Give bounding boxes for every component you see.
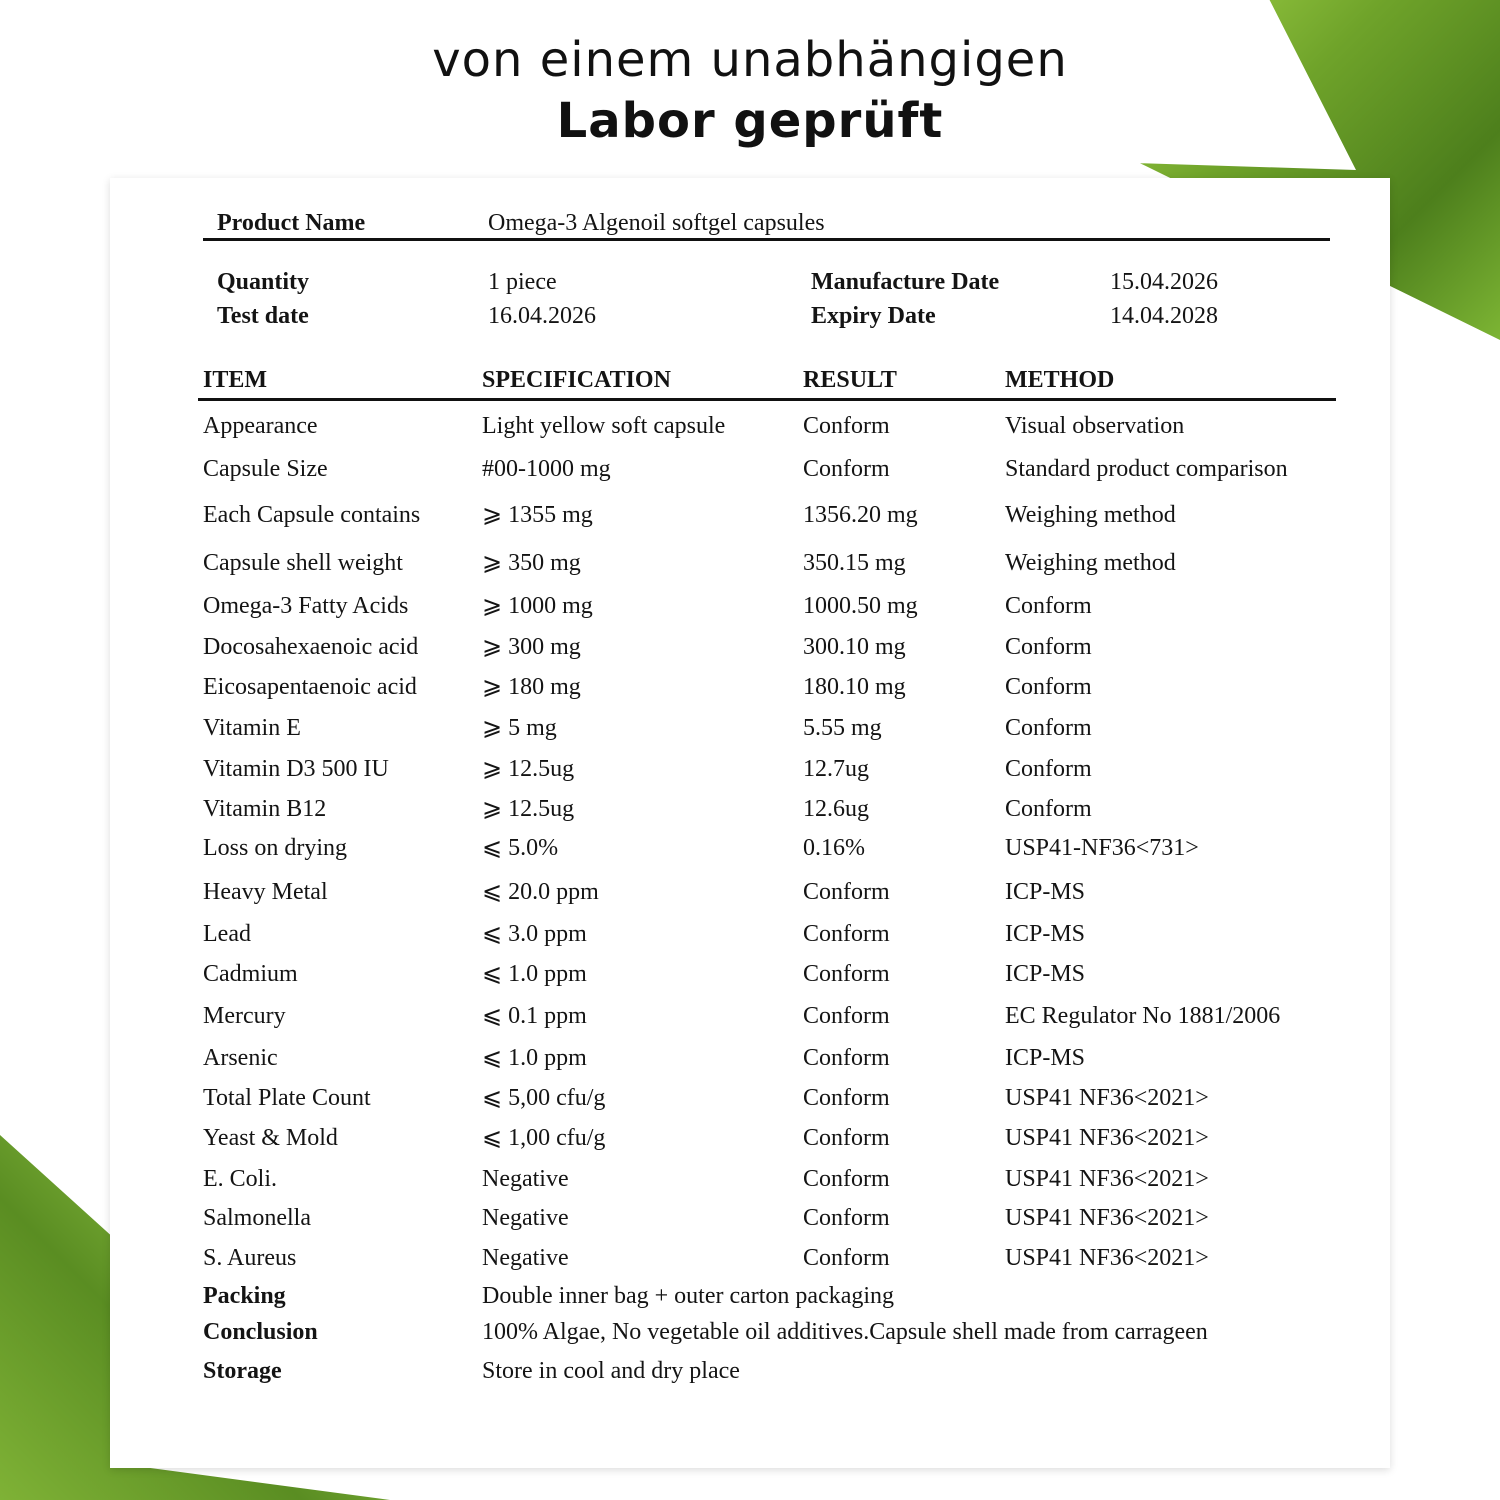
cell-specification: ⩾ 180 mg [482,674,581,700]
cell-result: 180.10 mg [803,674,906,700]
cell-item: Mercury [203,1003,286,1029]
packing-value: Double inner bag + outer carton packaging [482,1283,895,1309]
cell-specification: Negative [482,1205,569,1231]
cell-method: Standard product comparison [1005,456,1288,482]
cell-specification: ⩾ 12.5ug [482,796,575,822]
cell-item: Heavy Metal [203,879,328,905]
product-name-value: Omega-3 Algenoil softgel capsules [488,210,825,236]
manufacture-date-label: Manufacture Date [811,269,1000,295]
cell-item: Vitamin B12 [203,796,327,822]
cell-specification: ⩾ 300 mg [482,634,581,660]
table-header-divider [198,398,1336,401]
cell-item: Arsenic [203,1045,278,1071]
cell-method: Weighing method [1005,550,1176,576]
quantity-value: 1 piece [488,269,557,295]
cell-method: USP41-NF36<731> [1005,835,1199,861]
cell-result: Conform [803,1125,890,1151]
cell-method: Conform [1005,796,1092,822]
cell-item: Vitamin E [203,715,301,741]
cell-item: Yeast & Mold [203,1125,338,1151]
cell-item: Total Plate Count [203,1085,371,1111]
cell-method: ICP-MS [1005,961,1086,987]
cell-item: Docosahexaenoic acid [203,634,419,660]
cell-method: ICP-MS [1005,1045,1086,1071]
cell-method: USP41 NF36<2021> [1005,1205,1209,1231]
conclusion-label: Conclusion [203,1319,318,1345]
cell-result: Conform [803,1205,890,1231]
cell-result: Conform [803,879,890,905]
cell-method: EC Regulator No 1881/2006 [1005,1003,1281,1029]
cell-specification: Light yellow soft capsule [482,413,726,439]
heading-line-2: Labor geprüft [556,93,944,149]
expiry-date-value: 14.04.2028 [1110,303,1218,329]
packing-label: Packing [203,1283,286,1309]
page-heading [0,30,1500,152]
cell-item: Each Capsule contains [203,502,421,528]
cell-item: E. Coli. [203,1166,278,1192]
lab-report-card [110,178,1390,1468]
test-date-label: Test date [217,303,309,329]
cell-item: Cadmium [203,961,298,987]
cell-specification: #00-1000 mg [482,456,611,482]
cell-result: 350.15 mg [803,550,906,576]
column-header-method: METHOD [1005,367,1115,393]
cell-result: Conform [803,1003,890,1029]
cell-result: 5.55 mg [803,715,882,741]
cell-result: Conform [803,1245,890,1271]
cell-method: Visual observation [1005,413,1185,439]
storage-label: Storage [203,1358,282,1384]
cell-result: Conform [803,1045,890,1071]
conclusion-value: 100% Algae, No vegetable oil additives.Capsule shell made from carrageen [482,1319,1208,1345]
cell-item: Loss on drying [203,835,347,861]
cell-result: 0.16% [803,835,865,861]
cell-specification: Negative [482,1166,569,1192]
manufacture-date-value: 15.04.2026 [1110,269,1218,295]
cell-item: Capsule Size [203,456,328,482]
cell-method: Conform [1005,593,1092,619]
cell-method: Conform [1005,715,1092,741]
cell-result: Conform [803,1085,890,1111]
cell-specification: ⩾ 1355 mg [482,502,593,528]
cell-method: USP41 NF36<2021> [1005,1166,1209,1192]
cell-method: USP41 NF36<2021> [1005,1085,1209,1111]
cell-specification: ⩽ 1.0 ppm [482,961,587,987]
cell-specification: ⩽ 0.1 ppm [482,1003,587,1029]
storage-value: Store in cool and dry place [482,1358,740,1384]
cell-specification: ⩾ 12.5ug [482,756,575,782]
cell-result: Conform [803,456,890,482]
cell-item: S. Aureus [203,1245,297,1271]
cell-method: Conform [1005,756,1092,782]
cell-result: 12.6ug [803,796,869,822]
cell-item: Eicosapentaenoic acid [203,674,417,700]
cell-item: Lead [203,921,251,947]
cell-result: Conform [803,413,890,439]
cell-specification: ⩽ 5,00 cfu/g [482,1085,606,1111]
test-date-value: 16.04.2026 [488,303,596,329]
cell-specification: ⩾ 5 mg [482,715,557,741]
cell-specification: ⩽ 1,00 cfu/g [482,1125,606,1151]
cell-item: Omega-3 Fatty Acids [203,593,409,619]
cell-item: Vitamin D3 500 IU [203,756,389,782]
cell-specification: ⩾ 1000 mg [482,593,593,619]
cell-result: Conform [803,961,890,987]
column-header-item: ITEM [203,367,268,393]
cell-specification: ⩽ 5.0% [482,835,559,861]
column-header-result: RESULT [803,367,897,393]
cell-method: ICP-MS [1005,879,1086,905]
cell-result: 12.7ug [803,756,869,782]
quantity-label: Quantity [217,269,310,295]
cell-item: Appearance [203,413,318,439]
cell-method: Conform [1005,674,1092,700]
column-header-specification: SPECIFICATION [482,367,671,393]
cell-specification: ⩽ 3.0 ppm [482,921,587,947]
cell-result: Conform [803,921,890,947]
cell-result: 1356.20 mg [803,502,918,528]
heading-line-1: von einem unabhängigen [432,32,1068,88]
expiry-date-label: Expiry Date [811,303,936,329]
cell-item: Salmonella [203,1205,311,1231]
cell-specification: ⩾ 350 mg [482,550,581,576]
cell-specification: Negative [482,1245,569,1271]
cell-method: Conform [1005,634,1092,660]
product-divider [203,238,1330,241]
product-name-label: Product Name [217,210,366,236]
cell-result: 300.10 mg [803,634,906,660]
cell-method: Weighing method [1005,502,1176,528]
cell-specification: ⩽ 20.0 ppm [482,879,599,905]
cell-specification: ⩽ 1.0 ppm [482,1045,587,1071]
cell-result: 1000.50 mg [803,593,918,619]
cell-result: Conform [803,1166,890,1192]
cell-item: Capsule shell weight [203,550,403,576]
cell-method: ICP-MS [1005,921,1086,947]
cell-method: USP41 NF36<2021> [1005,1125,1209,1151]
cell-method: USP41 NF36<2021> [1005,1245,1209,1271]
